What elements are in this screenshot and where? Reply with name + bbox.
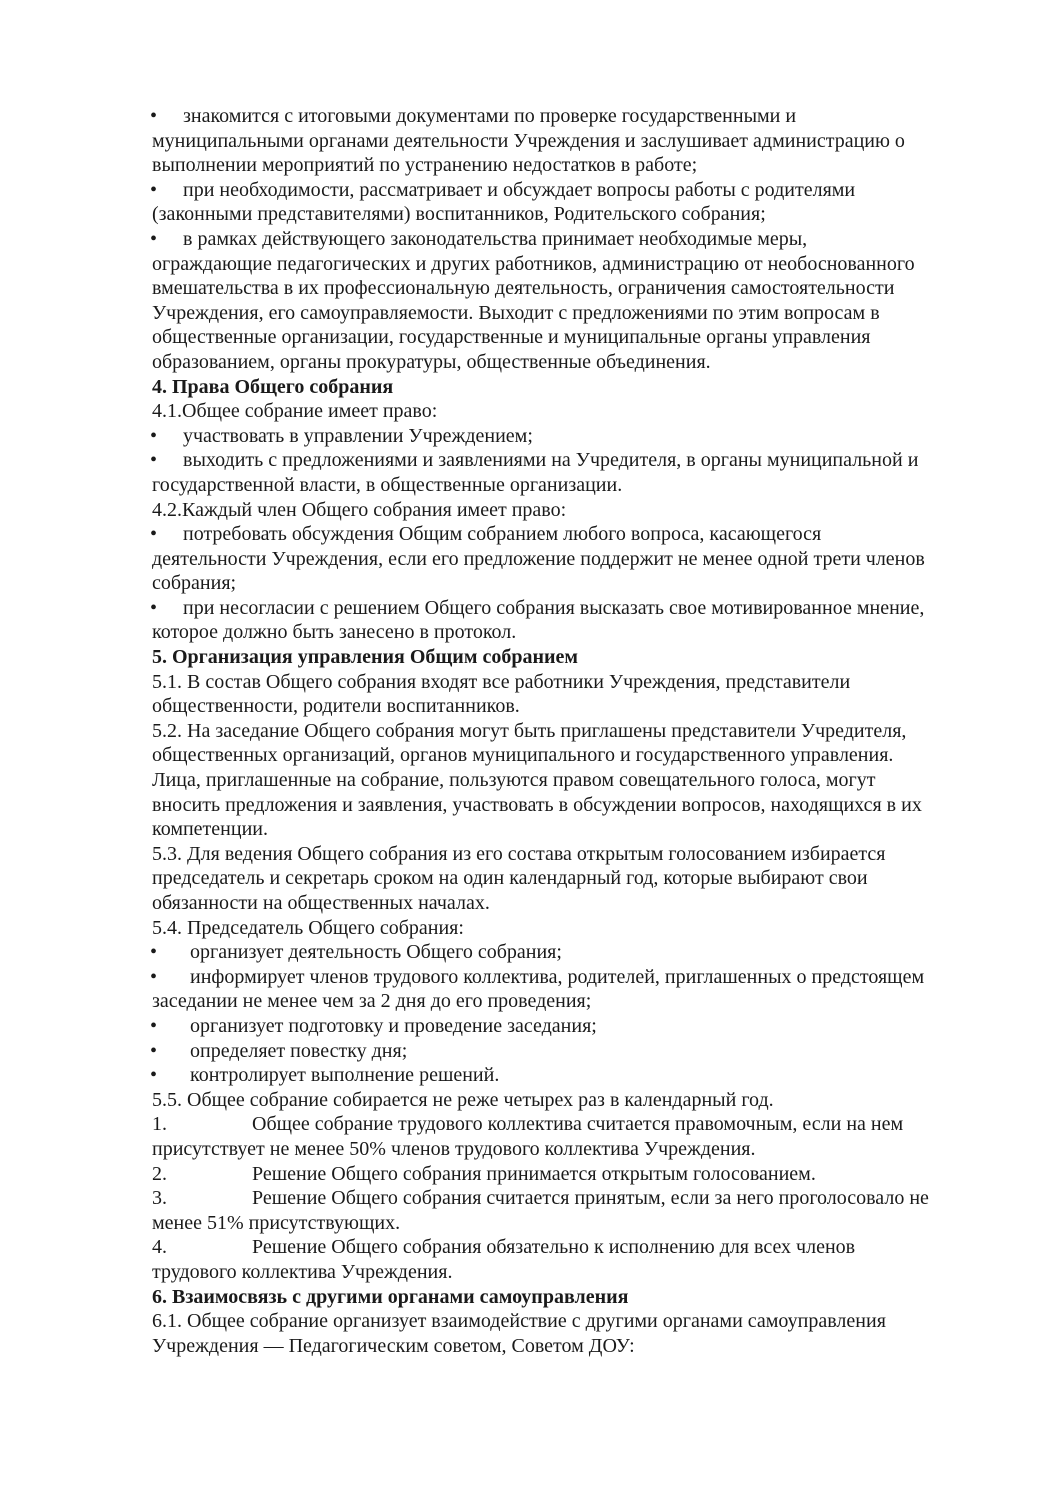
- text-line: [152, 153, 992, 178]
- bullet-marker: •: [150, 965, 158, 988]
- item-number: 1.: [152, 1113, 167, 1136]
- text-line: [152, 620, 992, 645]
- bullet-marker: •: [150, 1014, 158, 1037]
- item-number: 3.: [152, 1187, 167, 1210]
- text-line: [152, 129, 992, 154]
- bullet-marker: •: [150, 1064, 158, 1087]
- line-text: 5. Организация управления Общим собранием: [152, 646, 578, 669]
- bullet-marker: •: [150, 1039, 158, 1062]
- line-text: (законными представителями) воспитанников, Родительского собрания;: [152, 203, 766, 226]
- text-line: [152, 301, 992, 326]
- bullet-item: [152, 424, 992, 449]
- bullet-item: [152, 522, 992, 547]
- item-number: 4.: [152, 1236, 167, 1259]
- line-text: присутствует не менее 50% членов трудового коллектива Учреждения.: [152, 1137, 756, 1160]
- line-text: 4. Права Общего собрания: [152, 375, 394, 398]
- line-text: выходить с предложениями и заявлениями на Учредителя, в органы муниципальной и: [183, 449, 919, 472]
- text-line: [152, 817, 992, 842]
- line-text: 6.1. Общее собрание организует взаимодействие с другими органами самоуправления: [152, 1310, 886, 1333]
- line-text: менее 51% присутствующих.: [152, 1211, 401, 1234]
- bullet-item: [152, 965, 992, 990]
- text-line: [152, 842, 992, 867]
- bullet-item: [152, 596, 992, 621]
- bullet-item: [152, 448, 992, 473]
- line-text: 4.1.Общее собрание имеет право:: [152, 400, 438, 423]
- text-line: [152, 399, 992, 424]
- line-text: при несогласии с решением Общего собрания высказать свое мотивированное мнение,: [183, 596, 925, 619]
- line-text: ограждающие педагогических и других работников, администрацию от необоснованного: [152, 252, 915, 275]
- text-line: [152, 325, 992, 350]
- line-text: определяет повестку дня;: [190, 1039, 408, 1062]
- bullet-marker: •: [150, 105, 158, 127]
- section-heading: [152, 1285, 992, 1310]
- text-line: [152, 694, 992, 719]
- bullet-item: [152, 227, 992, 252]
- bullet-marker: •: [150, 227, 158, 250]
- bullet-item: [152, 1014, 992, 1039]
- numbered-item: [152, 1235, 992, 1260]
- line-text: которое должно быть занесено в протокол.: [152, 621, 517, 644]
- item-number: 2.: [152, 1162, 167, 1185]
- line-text: знакомится с итоговыми документами по проверке государственными и: [183, 105, 797, 127]
- text-line: [152, 1260, 992, 1285]
- line-text: организует подготовку и проведение заседания;: [190, 1014, 597, 1037]
- text-line: [152, 473, 992, 498]
- text-line: [152, 571, 992, 596]
- text-line: [152, 866, 992, 891]
- section-heading: [152, 375, 992, 400]
- line-text: в рамках действующего законодательства принимает необходимые меры,: [183, 227, 808, 250]
- text-line: [152, 1137, 992, 1162]
- line-text: контролирует выполнение решений.: [190, 1064, 500, 1087]
- line-text: 5.4. Председатель Общего собрания:: [152, 916, 464, 939]
- section-heading: [152, 645, 992, 670]
- text-line: [152, 793, 992, 818]
- line-text: образованием, органы прокуратуры, общественные объединения.: [152, 350, 711, 373]
- line-text: 5.2. На заседание Общего собрания могут быть приглашены представители Учредителя,: [152, 719, 907, 742]
- text-line: [152, 916, 992, 941]
- line-text: трудового коллектива Учреждения.: [152, 1260, 453, 1283]
- line-text: при необходимости, рассматривает и обсуждает вопросы работы с родителями: [183, 178, 856, 201]
- bullet-item: [152, 104, 992, 129]
- text-line: [152, 202, 992, 227]
- bullet-item: [152, 178, 992, 203]
- line-text: организует деятельность Общего собрания;: [190, 941, 562, 964]
- line-text: председатель и секретарь сроком на один календарный год, которые выбирают свои: [152, 867, 868, 890]
- line-text: 5.5. Общее собрание собирается не реже четырех раз в календарный год.: [152, 1088, 774, 1111]
- text-line: [152, 276, 992, 301]
- text-line: [152, 768, 992, 793]
- bullet-marker: •: [150, 523, 158, 546]
- text-line: [152, 350, 992, 375]
- text-line: [152, 891, 992, 916]
- text-line: [152, 1334, 992, 1359]
- line-text: 6. Взаимосвязь с другими органами самоуправления: [152, 1285, 629, 1308]
- numbered-item: [152, 1112, 992, 1137]
- line-text: Решение Общего собрания обязательно к исполнению для всех членов: [252, 1236, 856, 1259]
- line-text: Общее собрание трудового коллектива считается правомочным, если на нем: [252, 1113, 904, 1136]
- line-text: Учреждения, его самоуправляемости. Выходит с предложениями по этим вопросам в: [152, 301, 880, 324]
- line-text: общественных организаций, органов муниципального и государственного управления.: [152, 744, 894, 767]
- line-text: участвовать в управлении Учреждением;: [183, 424, 533, 447]
- line-text: заседании не менее чем за 2 дня до его проведения;: [152, 990, 592, 1013]
- text-line: [152, 1211, 992, 1236]
- bullet-item: [152, 1063, 992, 1088]
- line-text: вносить предложения и заявления, участвовать в обсуждении вопросов, находящихся в их: [152, 793, 922, 816]
- line-text: 5.3. Для ведения Общего собрания из его состава открытым голосованием избирается: [152, 842, 886, 865]
- text-line: [152, 547, 992, 572]
- text-line: [152, 1088, 992, 1113]
- line-text: Лица, приглашенные на собрание, пользуются правом совещательного голоса, могут: [152, 769, 876, 792]
- line-text: 5.1. В состав Общего собрания входят все работники Учреждения, представители: [152, 670, 851, 693]
- text-line: [152, 1309, 992, 1334]
- line-text: вмешательства в их профессиональную деятельность, ограничения самостоятельности: [152, 277, 895, 300]
- text-line: [152, 498, 992, 523]
- text-line: [152, 252, 992, 277]
- line-text: Решение Общего собрания принимается открытым голосованием.: [252, 1162, 816, 1185]
- line-text: Решение Общего собрания считается принятым, если за него проголосовало не: [252, 1187, 929, 1210]
- line-text: общественные организации, государственные и муниципальные органы управления: [152, 326, 871, 349]
- line-text: Учреждения — Педагогическим советом, Советом ДОУ:: [152, 1334, 635, 1357]
- line-text: обязанности на общественных началах.: [152, 892, 490, 914]
- bullet-marker: •: [150, 178, 158, 201]
- text-line: [152, 670, 992, 695]
- line-text: общественности, родители воспитанников.: [152, 695, 520, 718]
- line-text: государственной власти, в общественные организации.: [152, 473, 623, 496]
- line-text: компетенции.: [152, 818, 268, 841]
- line-text: муниципальными органами деятельности Учреждения и заслушивает администрацию о: [152, 129, 905, 152]
- bullet-item: [152, 1039, 992, 1064]
- bullet-item: [152, 940, 992, 965]
- bullet-marker: •: [150, 449, 158, 472]
- document-page: [152, 104, 992, 1358]
- bullet-marker: •: [150, 941, 158, 964]
- text-line: [152, 989, 992, 1014]
- line-text: собрания;: [152, 572, 237, 595]
- numbered-item: [152, 1162, 992, 1187]
- numbered-item: [152, 1186, 992, 1211]
- bullet-marker: •: [150, 424, 158, 447]
- bullet-marker: •: [150, 596, 158, 619]
- line-text: информирует членов трудового коллектива, родителей, приглашенных о предстоящем: [190, 965, 925, 988]
- line-text: потребовать обсуждения Общим собранием любого вопроса, касающегося: [183, 523, 822, 546]
- text-line: [152, 743, 992, 768]
- text-line: [152, 719, 992, 744]
- line-text: выполнении мероприятий по устранению недостатков в работе;: [152, 154, 698, 177]
- line-text: 4.2.Каждый член Общего собрания имеет право:: [152, 498, 567, 521]
- line-text: деятельности Учреждения, если его предложение поддержит не менее одной трети членов: [152, 547, 925, 570]
